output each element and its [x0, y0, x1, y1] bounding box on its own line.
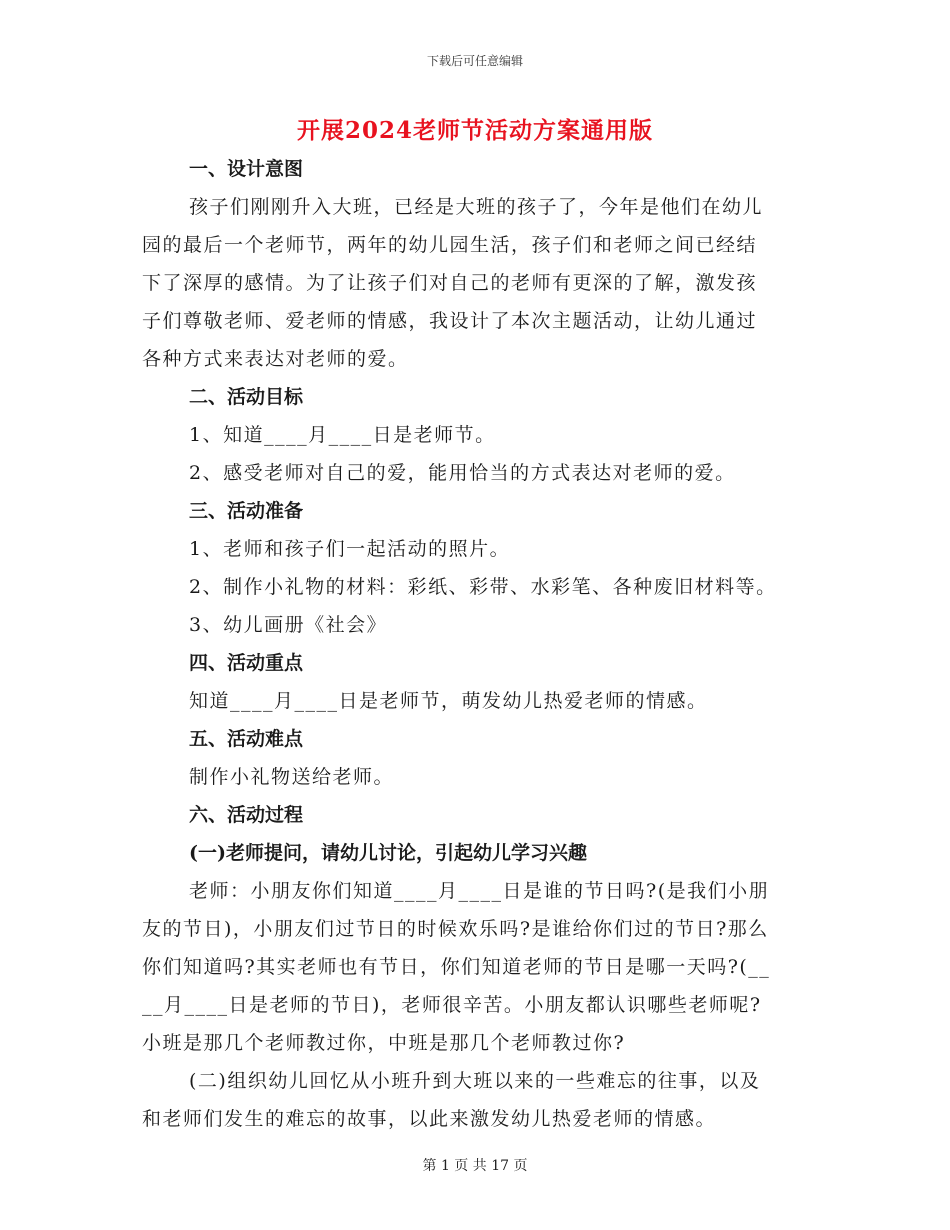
paragraph-line: 下了深厚的感情。为了让孩子们对自己的老师有更深的了解，激发孩	[142, 272, 758, 294]
section-heading-goals: 二、活动目标	[189, 386, 304, 408]
preparation-item: 1、老师和孩子们一起活动的照片。	[189, 538, 511, 560]
paragraph-line: __月____日是老师的节日)，老师很辛苦。小朋友都认识哪些老师呢?	[142, 994, 762, 1016]
key-points-text: 知道____月____日是老师节，萌发幼儿热爱老师的情感。	[189, 690, 708, 712]
section-heading-key-points: 四、活动重点	[189, 652, 304, 674]
design-intent-paragraph	[142, 188, 807, 378]
paragraph-line: 老师：小朋友你们知道____月____日是谁的节日吗?(是我们小朋	[189, 880, 770, 902]
preparation-item: 2、制作小礼物的材料：彩纸、彩带、水彩笔、各种废旧材料等。	[189, 576, 777, 598]
paragraph-line: 各种方式来表达对老师的爱。	[142, 348, 409, 370]
paragraph-line: 你们知道吗?其实老师也有节日，你们知道老师的节日是哪一天吗?(__	[142, 956, 771, 978]
paragraph-line: 小班是那几个老师教过你，中班是那几个老师教过你?	[142, 1032, 626, 1054]
process-subheading: (一)老师提问，请幼儿讨论，引起幼儿学习兴趣	[189, 842, 587, 864]
process-paragraph-2	[142, 1062, 807, 1138]
goal-item: 1、知道____月____日是老师节。	[189, 424, 496, 446]
section-heading-difficulties: 五、活动难点	[189, 728, 304, 750]
paragraph-line: 子们尊敬老师、爱老师的情感，我设计了本次主题活动，让幼儿通过	[142, 310, 758, 332]
section-heading-design-intent: 一、设计意图	[189, 158, 304, 180]
difficulties-text: 制作小礼物送给老师。	[189, 766, 395, 788]
paragraph-line: 园的最后一个老师节，两年的幼儿园生活，孩子们和老师之间已经结	[142, 234, 758, 256]
process-paragraph-1	[142, 872, 807, 1062]
preparation-item: 3、幼儿画册《社会》	[189, 614, 388, 636]
section-heading-preparation: 三、活动准备	[189, 500, 304, 522]
paragraph-line: (二)组织幼儿回忆从小班升到大班以来的一些难忘的往事，以及	[189, 1070, 761, 1092]
page-header-note: 下载后可任意编辑	[426, 54, 523, 68]
document-body	[142, 150, 807, 1138]
paragraph-line: 友的节日)，小朋友们过节日的时候欢乐吗?是谁给你们过的节日?那么	[142, 918, 769, 940]
goal-item: 2、感受老师对自己的爱，能用恰当的方式表达对老师的爱。	[189, 462, 736, 484]
page-number: 第 1 页 共 17 页	[422, 1158, 528, 1174]
paragraph-line: 孩子们刚刚升入大班，已经是大班的孩子了，今年是他们在幼儿	[189, 196, 764, 218]
document-title: 开展2024老师节活动方案通用版	[296, 117, 653, 144]
section-heading-process: 六、活动过程	[189, 804, 304, 826]
paragraph-line: 和老师们发生的难忘的故事，以此来激发幼儿热爱老师的情感。	[142, 1108, 717, 1130]
